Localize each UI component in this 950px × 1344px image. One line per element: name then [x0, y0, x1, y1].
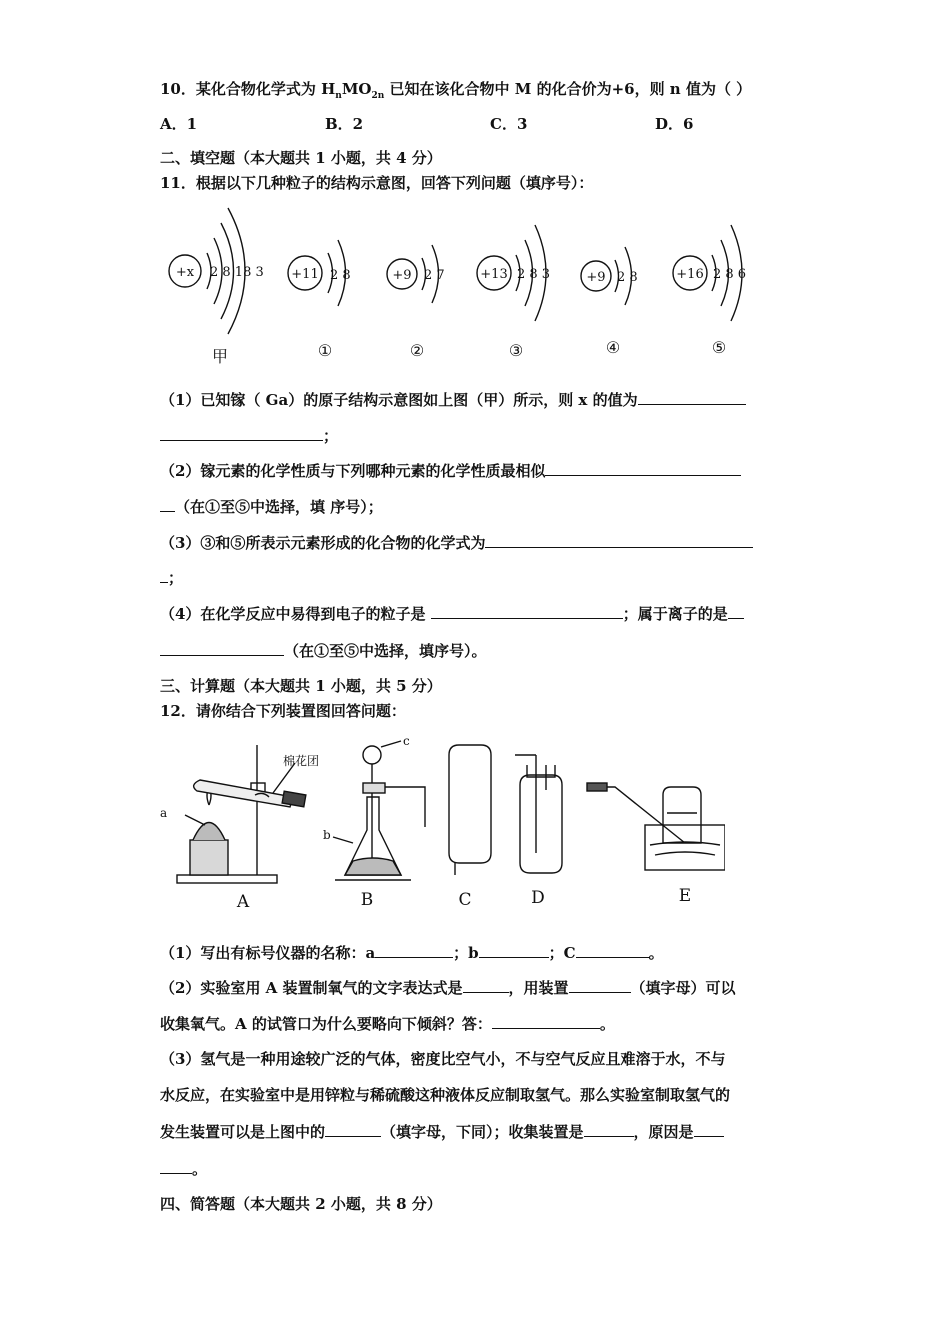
q10-option-d: D．6 [655, 115, 694, 133]
shells-1: 2 8 [330, 268, 351, 283]
q11-part4: （4）在化学反应中易得到电子的粒子是 ；属于离子的是 [160, 603, 744, 624]
q11-part2: （2）镓元素的化学性质与下列哪种元素的化学性质最相似 [160, 460, 741, 481]
shells-5: 2 8 6 [713, 267, 747, 282]
q11-part4-cont: （在①至⑤中选择，填序号）。 [160, 640, 487, 661]
shells-4: 2 8 [617, 270, 638, 285]
label-jia: 甲 [211, 347, 229, 366]
shells-3: 2 8 3 [517, 267, 551, 282]
apparatus-a-label: A [236, 892, 250, 912]
label-c: c [403, 735, 410, 748]
label-5: ⑤ [711, 338, 727, 357]
q11-part2-cont: （在①至⑤中选择，填 序号）； [160, 496, 383, 517]
label-3: ③ [508, 341, 524, 360]
label-b: b [323, 828, 331, 842]
q10-option-c: C．3 [490, 115, 528, 133]
label-4: ④ [605, 338, 621, 357]
q11-part1: （1）已知镓（ Ga）的原子结构示意图如上图（甲）所示，则 x 的值为 [160, 389, 746, 410]
atom-structure-diagrams [160, 198, 800, 370]
section-2-heading: 二、填空题（本大题共 1 小题，共 4 分） [160, 149, 442, 167]
nucleus-label-2: +9 [392, 268, 412, 283]
q10-option-a: A．1 [160, 115, 198, 133]
section-4-heading: 四、简答题（本大题共 2 小题，共 8 分） [160, 1195, 442, 1213]
q12-part3-line4: 。 [160, 1158, 207, 1179]
nucleus-label-3: +13 [480, 267, 508, 282]
q11-part1-cont: ； [160, 425, 338, 446]
q11-part3: （3）③和⑤所表示元素形成的化合物的化学式为 [160, 532, 753, 553]
apparatus-c-label: C [458, 890, 472, 910]
shells-2: 2 7 [424, 268, 445, 283]
label-1: ① [317, 341, 333, 360]
apparatus-b-label: B [360, 890, 374, 910]
q10-stem: 10．某化合物化学式为 $H_nMO_{2n}$ 已知在该化合物中 M 的化合价为+6，则 n 值为（ ） [160, 80, 752, 101]
q12-part2: （2）实验室用 A 装置制氧气的文字表达式是 ，用装置 （填字母）可以 [160, 979, 736, 997]
q12-stem: 12．请你结合下列装置图回答问题： [160, 702, 406, 720]
nucleus-label-1: +11 [291, 267, 319, 282]
q12-part2-cont: 收集氧气。A 的试管口为什么要略向下倾斜？答： 。 [160, 1015, 615, 1033]
nucleus-label-5: +16 [676, 267, 704, 282]
cotton-label: 棉花团 [283, 754, 320, 768]
stand-base [177, 875, 277, 883]
q11-stem: 11．根据以下几种粒子的结构示意图，回答下列问题（填序号）： [160, 174, 594, 192]
label-2: ② [409, 341, 425, 360]
q12-part1: （1）写出有标号仪器的名称：a ；b ；C 。 [160, 944, 664, 962]
q12-part3-line3: 发生装置可以是上图中的 （填字母，下同）；收集装置是 ，原因是 [160, 1121, 724, 1142]
shells-jia: 2 8 18 3 [210, 265, 264, 280]
q12-part3-line1: （3）氢气是一种用途较广泛的气体，密度比空气小，不与空气反应且难溶于水，不与 [160, 1050, 726, 1068]
nucleus-label-4: +9 [586, 270, 606, 285]
apparatus-figure [155, 735, 725, 913]
q10-option-b: B．2 [325, 115, 364, 133]
nucleus-label-jia: +x [175, 265, 195, 280]
apparatus-d-label: D [531, 888, 545, 908]
q12-part3-line2: 水反应，在实验室中是用锌粒与稀硫酸这种液体反应制取氢气。那么实验室制取氢气的 [160, 1086, 731, 1104]
label-a: a [160, 806, 168, 820]
section-3-heading: 三、计算题（本大题共 1 小题，共 5 分） [160, 677, 442, 695]
q11-part3-cont: ； [160, 567, 183, 588]
apparatus-e-label: E [678, 886, 692, 906]
